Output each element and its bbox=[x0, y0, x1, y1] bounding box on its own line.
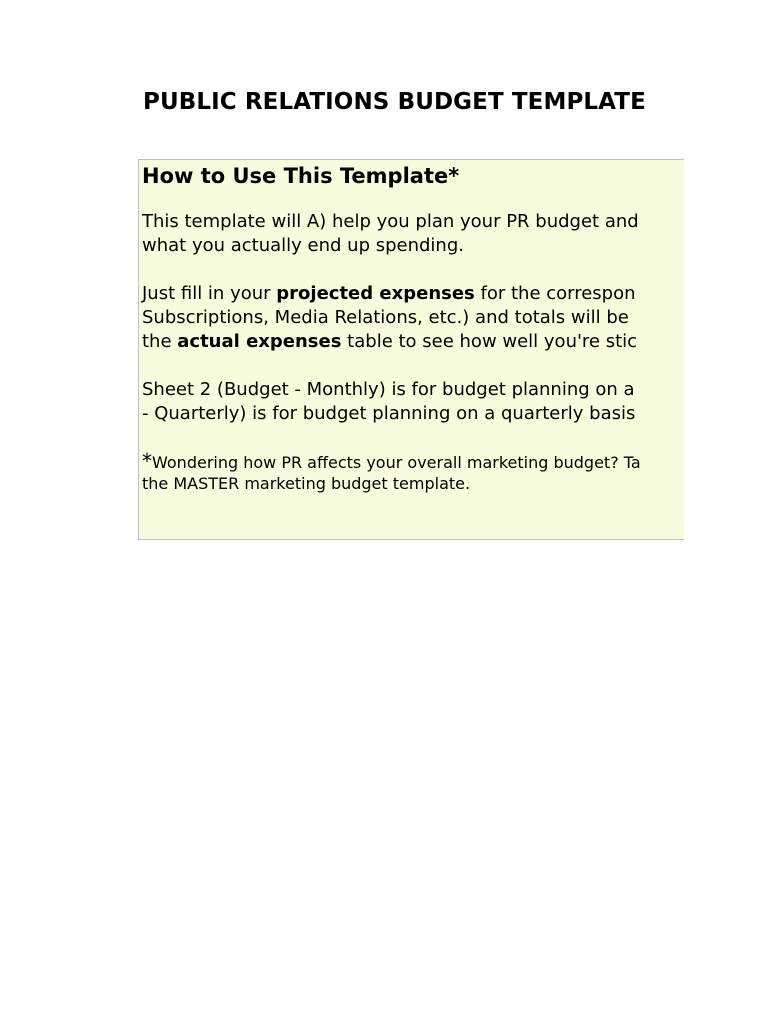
fill-in-paragraph bbox=[142, 282, 637, 354]
page-title: PUBLIC RELATIONS BUDGET TEMPLATE bbox=[143, 89, 646, 115]
actual-expenses-emphasis: actual expenses bbox=[177, 331, 342, 352]
footnote-line-1-text: Wondering how PR affects your overall marketing budget? Ta bbox=[152, 453, 641, 472]
footnote-paragraph bbox=[142, 451, 641, 494]
sheets-line-1: Sheet 2 (Budget - Monthly) is for budget planning on a bbox=[142, 379, 635, 400]
instructions-heading: How to Use This Template* bbox=[142, 164, 460, 188]
sheets-paragraph bbox=[142, 378, 635, 426]
intro-line-2: what you actually end up spending. bbox=[142, 235, 464, 256]
instructions-box bbox=[138, 159, 684, 540]
fill-in-line-2: Subscriptions, Media Relations, etc.) and totals will be bbox=[142, 307, 629, 328]
fill-in-line-3 bbox=[142, 330, 637, 354]
projected-expenses-emphasis: projected expenses bbox=[276, 283, 475, 304]
footnote-asterisk: * bbox=[142, 449, 152, 473]
footnote-line-1 bbox=[142, 451, 641, 473]
fill-in-line-3-text: the bbox=[142, 331, 178, 352]
intro-paragraph bbox=[142, 210, 639, 258]
fill-in-line-1 bbox=[142, 282, 637, 306]
fill-in-line-1-rest: for the correspon bbox=[474, 283, 636, 304]
intro-line-1: This template will A) help you plan your PR budget and bbox=[142, 211, 639, 232]
footnote-line-2: the MASTER marketing budget template. bbox=[142, 474, 471, 493]
fill-in-line-1-text: Just fill in your bbox=[142, 283, 277, 304]
sheets-line-2: - Quarterly) is for budget planning on a quarterly basis bbox=[142, 403, 636, 424]
fill-in-line-3-rest: table to see how well you're stic bbox=[341, 331, 638, 352]
